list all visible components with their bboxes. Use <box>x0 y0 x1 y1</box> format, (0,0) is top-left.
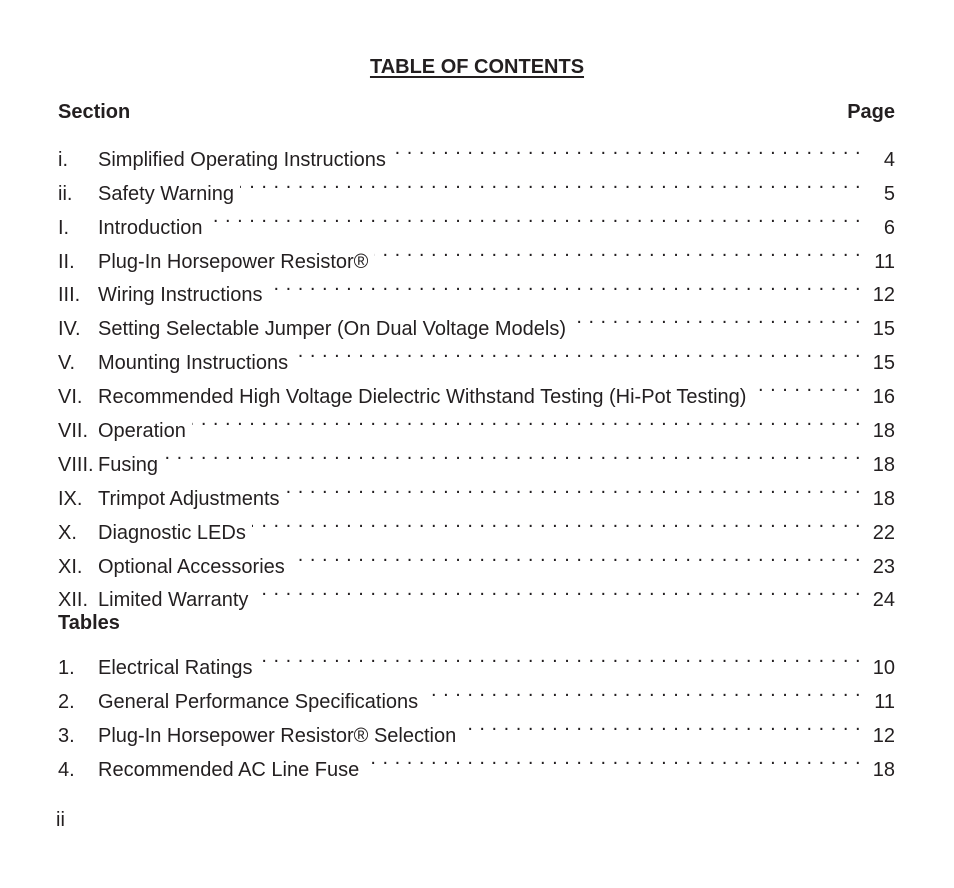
entry-title: Recommended High Voltage Dielectric Withstand Testing (Hi-Pot Testing) <box>98 386 747 409</box>
entry-number: VI. <box>58 386 83 409</box>
entry-title: Plug-In Horsepower Resistor® Selection <box>98 725 457 748</box>
page-folio: ii <box>56 809 65 831</box>
entry-page-number: 10 <box>872 657 895 680</box>
section-entry <box>58 132 895 171</box>
entry-title: General Performance Specifications <box>98 691 419 714</box>
entry-number: 2. <box>58 691 75 714</box>
entry-number: 4. <box>58 759 75 782</box>
entry-page-number: 16 <box>872 386 895 409</box>
entry-title: Introduction <box>98 216 203 239</box>
entry-number: V. <box>58 352 76 375</box>
entry-page-number: 22 <box>872 521 895 544</box>
entry-title: Wiring Instructions <box>98 284 263 307</box>
entry-number: II. <box>58 250 75 273</box>
entry-number: IX. <box>58 487 83 510</box>
dot-leader <box>365 742 861 776</box>
entry-page-number: 11 <box>874 691 895 714</box>
tables-list <box>58 640 895 782</box>
section-entry <box>58 471 895 510</box>
entry-title: Operation <box>98 420 186 443</box>
entry-number: XII. <box>58 589 89 612</box>
entry-number: IV. <box>58 318 81 341</box>
entry-number: VII. <box>58 420 89 443</box>
entry-title: Diagnostic LEDs <box>98 521 246 544</box>
entry-title: Trimpot Adjustments <box>98 487 280 510</box>
dot-leader <box>424 674 861 708</box>
dot-leader <box>164 437 861 471</box>
dot-leader <box>286 471 861 505</box>
dot-leader <box>291 539 861 573</box>
section-entry <box>58 437 895 476</box>
document-title <box>0 55 954 79</box>
entry-page-number: 6 <box>883 216 895 239</box>
entry-page-number: 15 <box>872 352 895 375</box>
document-title-text: TABLE OF CONTENTS <box>369 56 585 78</box>
page-column-header: Page <box>847 101 895 123</box>
entry-title: Safety Warning <box>98 182 234 205</box>
entry-title: Limited Warranty <box>98 589 249 612</box>
entry-page-number: 18 <box>872 759 895 782</box>
entry-page-number: 24 <box>872 589 895 612</box>
dot-leader <box>269 268 862 302</box>
sections-list <box>58 132 895 612</box>
dot-leader <box>572 301 861 335</box>
dot-leader <box>254 573 861 607</box>
dot-leader <box>192 403 861 437</box>
dot-leader <box>252 505 861 539</box>
dot-leader <box>209 200 861 234</box>
entry-number: XI. <box>58 555 83 578</box>
entry-number: 3. <box>58 725 75 748</box>
entry-title: Setting Selectable Jumper (On Dual Voltage Models) <box>98 318 567 341</box>
entry-page-number: 15 <box>872 318 895 341</box>
tables-header: Tables <box>58 612 120 635</box>
entry-title: Simplified Operating Instructions <box>98 148 386 171</box>
dot-leader <box>240 166 861 200</box>
entry-page-number: 18 <box>872 453 895 476</box>
entry-title: Optional Accessories <box>98 555 285 578</box>
entry-number: X. <box>58 521 77 544</box>
dot-leader <box>374 234 861 268</box>
entry-page-number: 4 <box>883 148 895 171</box>
entry-number: VIII. <box>58 453 94 476</box>
entry-page-number: 11 <box>874 250 895 273</box>
entry-number: 1. <box>58 657 75 680</box>
entry-title: Plug-In Horsepower Resistor® <box>98 250 369 273</box>
dot-leader <box>752 369 861 403</box>
entry-number: I. <box>58 216 70 239</box>
entry-page-number: 5 <box>883 182 895 205</box>
entry-number: i. <box>58 148 68 171</box>
dot-leader <box>392 132 861 166</box>
entry-page-number: 18 <box>872 487 895 510</box>
entry-number: ii. <box>58 182 73 205</box>
entry-page-number: 23 <box>872 555 895 578</box>
table-of-contents <box>58 98 895 782</box>
table-entry <box>58 640 895 680</box>
entry-page-number: 12 <box>872 284 895 307</box>
dot-leader <box>259 640 861 674</box>
dot-leader <box>462 708 861 742</box>
entry-title: Fusing <box>98 453 159 476</box>
toc-header-row <box>58 98 895 132</box>
entry-title: Recommended AC Line Fuse <box>98 759 360 782</box>
entry-title: Mounting Instructions <box>98 352 289 375</box>
entry-number: III. <box>58 284 81 307</box>
dot-leader <box>294 335 861 369</box>
entry-title: Electrical Ratings <box>98 657 253 680</box>
entry-page-number: 18 <box>872 420 895 443</box>
section-column-header: Section <box>58 101 131 123</box>
entry-page-number: 12 <box>872 725 895 748</box>
